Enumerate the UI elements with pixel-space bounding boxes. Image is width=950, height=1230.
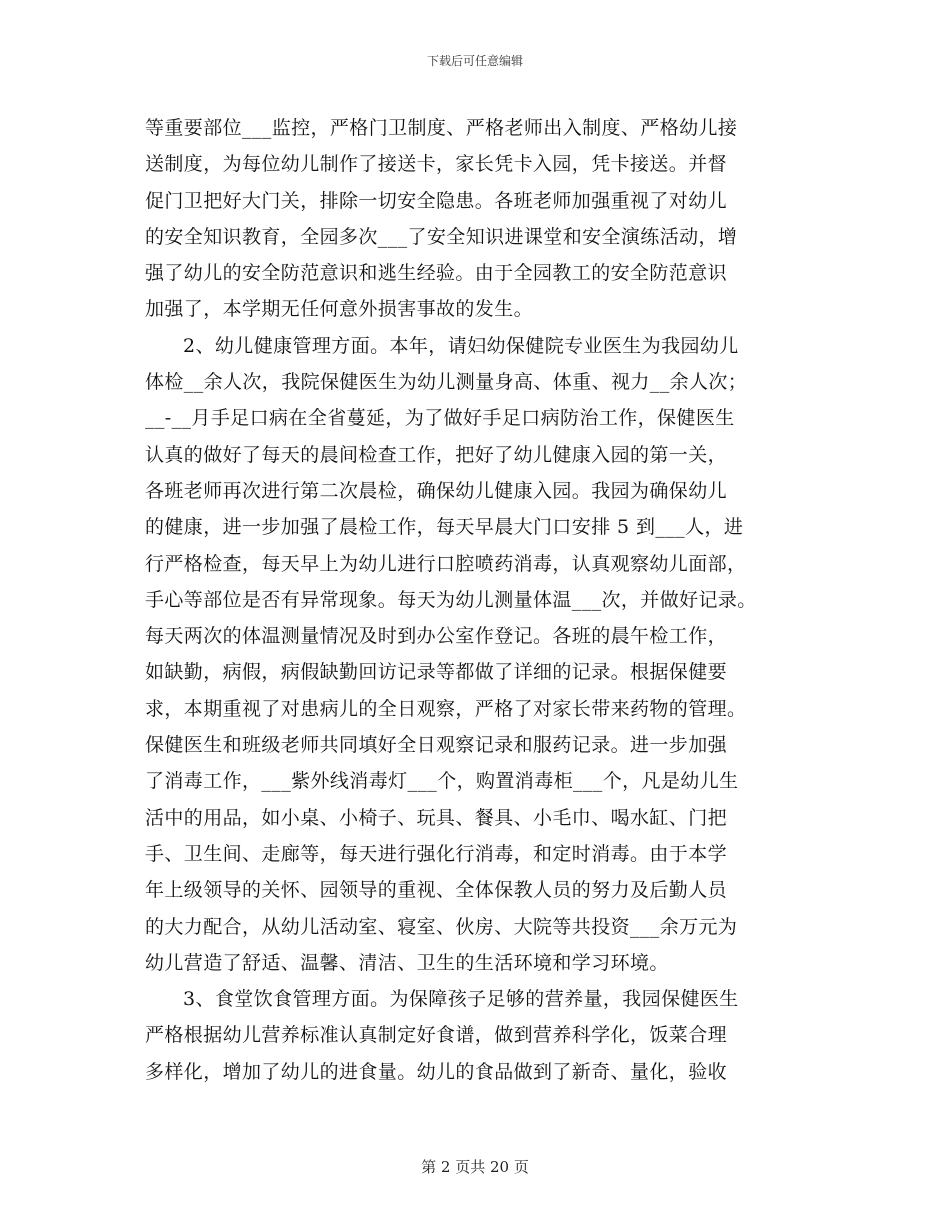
document-body bbox=[145, 110, 810, 1090]
text-line: 各班老师再次进行第二次晨检，确保幼儿健康入园。我园为确保幼儿 bbox=[145, 479, 728, 502]
text-line: 求，本期重视了对患病儿的全日观察，严格了对家长带来药物的管理。 bbox=[145, 697, 747, 720]
text-line: 2、幼儿健康管理方面。本年，请妇幼保健院专业医生为我园幼儿 bbox=[183, 334, 739, 357]
text-line: 体检__余人次，我院保健医生为幼儿测量身高、体重、视力__余人次； bbox=[145, 371, 748, 394]
text-line: 的安全知识教育，全园多次___了安全知识进课堂和安全演练活动，增 bbox=[145, 225, 738, 248]
text-line: 手心等部位是否有异常现象。每天为幼儿测量体温___次，并做好记录。 bbox=[145, 588, 757, 611]
text-line: 严格根据幼儿营养标准认真制定好食谱，做到营养科学化，饭菜合理 bbox=[145, 1024, 728, 1047]
text-line: 每天两次的体温测量情况及时到办公室作登记。各班的晨午检工作， bbox=[145, 625, 728, 648]
text-line: 送制度，为每位幼儿制作了接送卡，家长凭卡入园，凭卡接送。并督 bbox=[145, 153, 728, 176]
page-header: 下载后可任意编辑 bbox=[426, 54, 523, 68]
text-line: 3、食堂饮食管理方面。为保障孩子足够的营养量，我园保健医生 bbox=[183, 988, 739, 1011]
text-line: 了消毒工作，___紫外线消毒灯___个，购置消毒柜___个，凡是幼儿生 bbox=[145, 770, 739, 793]
text-line: 多样化，增加了幼儿的进食量。幼儿的食品做到了新奇、量化，验收 bbox=[145, 1060, 728, 1083]
text-line: 等重要部位___监控，严格门卫制度、严格老师出入制度、严格幼儿接 bbox=[145, 117, 738, 139]
text-line: 促门卫把好大门关，排除一切安全隐患。各班老师加强重视了对幼儿 bbox=[145, 189, 728, 212]
text-line: 行严格检查，每天早上为幼儿进行口腔喷药消毒，认真观察幼儿面部， bbox=[145, 552, 747, 575]
text-line: 活中的用品，如小桌、小椅子、玩具、餐具、小毛巾、喝水缸、门把 bbox=[145, 806, 728, 829]
text-line: 如缺勤，病假，病假缺勤回访记录等都做了详细的记录。根据保健要 bbox=[145, 661, 728, 684]
text-line: 手、卫生间、走廊等，每天进行强化行消毒，和定时消毒。由于本学 bbox=[145, 842, 728, 865]
text-line: 保健医生和班级老师共同填好全日观察记录和服药记录。进一步加强 bbox=[145, 734, 728, 757]
text-line: 幼儿营造了舒适、温馨、清洁、卫生的生活环境和学习环境。 bbox=[145, 951, 669, 974]
text-line: 强了幼儿的安全防范意识和逃生经验。由于全园教工的安全防范意识 bbox=[145, 262, 728, 285]
text-line: __-__月手足口病在全省蔓延，为了做好手足口病防治工作，保健医生 bbox=[145, 407, 735, 430]
text-line: 的健康，进一步加强了晨检工作，每天早晨大门口安排 5 到___人，进 bbox=[145, 516, 744, 539]
text-line: 认真的做好了每天的晨间检查工作，把好了幼儿健康入园的第一关， bbox=[145, 443, 728, 466]
text-line: 加强了，本学期无任何意外损害事故的发生。 bbox=[145, 298, 534, 321]
page-footer: 第 2 页共 20 页 bbox=[421, 1158, 529, 1176]
text-line: 年上级领导的关怀、园领导的重视、全体保教人员的努力及后勤人员 bbox=[145, 879, 728, 902]
text-line: 的大力配合，从幼儿活动室、寝室、伙房、大院等共投资___余万元为 bbox=[145, 915, 738, 938]
